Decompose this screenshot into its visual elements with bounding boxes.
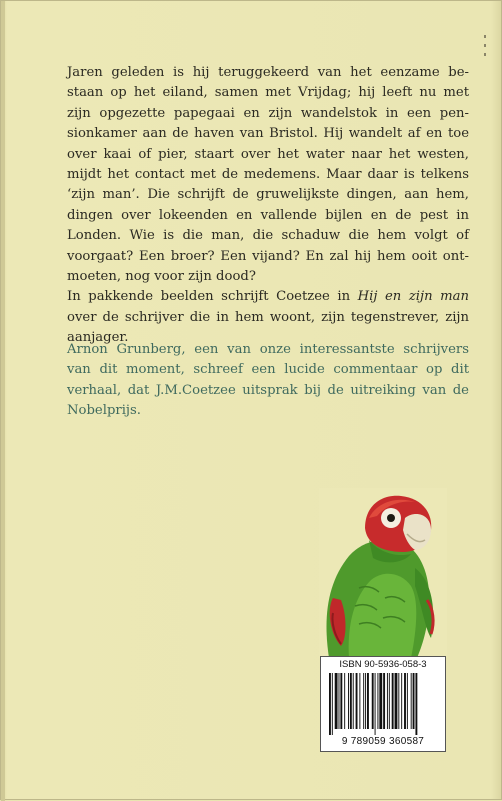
blurb-line: staan op het eiland, samen met Vrijdag; hij leeft nu met (67, 85, 469, 101)
blurb-line: Jaren geleden is hij teruggekeerd van het eenzame be- (67, 65, 469, 80)
barcode-bar (404, 673, 406, 729)
barcode-bar (383, 673, 385, 729)
barcode-bar (387, 673, 388, 729)
barcode-bar (363, 673, 364, 729)
commentary-line: Nobelprijs. (67, 403, 141, 419)
barcode-bar (377, 673, 378, 729)
parrot-photo (319, 488, 447, 658)
barcode-bar (329, 673, 331, 735)
barcode-bar (398, 673, 399, 729)
blurb-line: dingen over lokeenden en vallende bijlen en de pest in (67, 207, 469, 223)
barcode-bar (348, 673, 349, 729)
commentary-line: Arnon Grunberg, een van onze interessantste schrijvers (67, 342, 469, 357)
blurb-text-fragment: In pakkende beelden schrijft Coetzee in (67, 289, 358, 305)
barcode-bar (356, 673, 358, 729)
blurb-line: ‘zijn man’. Die schrijft de gruwelijkste dingen, aan hem, (67, 187, 469, 203)
barcode-bar (379, 673, 382, 729)
blurb-line: over de schrijver die in hem woont, zijn tegenstrever, zijn (67, 309, 469, 325)
blurb-line: zijn opgezette papegaai en zijn wandelstok in een pen- (67, 105, 469, 121)
blurb-line: mijdt het contact met de medemens. Maar daar is telkens (67, 167, 469, 183)
blurb-line: aanjager. (67, 330, 129, 346)
blurb-text (67, 63, 469, 349)
blurb-line (67, 287, 469, 307)
commentary-text (67, 340, 469, 422)
commentary-line: van dit moment, schreef een lucide commentaar op dit (67, 362, 469, 378)
barcode-label (320, 656, 446, 752)
barcode-bar (359, 673, 360, 729)
barcode-bar (339, 673, 340, 729)
barcode-bar (392, 673, 394, 729)
barcode-bar (350, 673, 352, 729)
blurb-line: over kaai of pier, staart over het water naar het westen, (67, 146, 469, 162)
barcode-bar (344, 673, 345, 729)
blurb-line: voorgaat? Een broer? Een vijand? En zal hij hem ooit ont- (67, 248, 469, 264)
barcode-bar (372, 673, 374, 729)
barcode-bar (407, 673, 408, 729)
barcode-bar (375, 673, 376, 735)
barcode-bar (415, 673, 417, 735)
barcode-bar (395, 673, 398, 729)
barcode-bars (329, 673, 437, 735)
isbn-number: ISBN 90-5936-058-3 (339, 659, 427, 670)
commentary-line: verhaal, dat J.M.Coetzee uitsprak bij de uitreiking van de (67, 382, 469, 398)
blurb-paragraph-1 (67, 63, 469, 287)
blurb-line: sionkamer aan de haven van Bristol. Hij wandelt af en toe (67, 126, 469, 142)
spine-edge (1, 1, 5, 801)
blurb-line: Londen. Wie is die man, die schaduw die hem volgt of (67, 228, 469, 244)
barcode-bar (335, 673, 338, 729)
blurb-line: moeten, nog voor zijn dood? (67, 269, 256, 285)
barcode-bar (340, 673, 342, 729)
parrot-illustration (319, 488, 447, 658)
barcode-bar (353, 673, 354, 729)
barcode-bar (411, 673, 412, 729)
barcode-bar (389, 673, 390, 729)
barcode-bar (332, 673, 333, 735)
barcode-bar (401, 673, 402, 729)
barcode-bar (413, 673, 415, 729)
barcode-bar (365, 673, 366, 729)
book-title-italic: Hij en zijn man (357, 289, 470, 305)
barcode-bar (367, 673, 369, 729)
ean-number: 9 789059 360587 (341, 736, 425, 747)
corner-wear-marks (481, 29, 489, 69)
